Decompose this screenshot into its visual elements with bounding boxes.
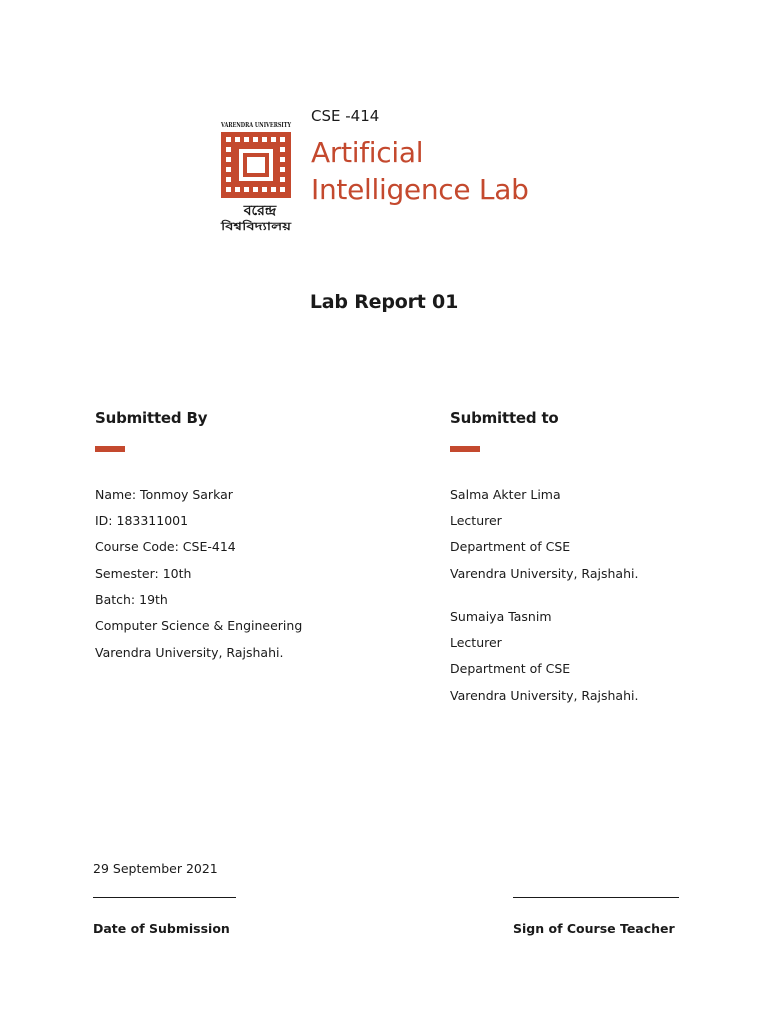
submitted-to-accent-bar [450,446,480,452]
student-course-code: Course Code: CSE-414 [95,539,236,554]
student-department: Computer Science & Engineering [95,618,303,633]
teacher-2-university: Varendra University, Rajshahi. [450,688,639,703]
teacher-1-name: Salma Akter Lima [450,487,561,502]
date-signature-line [93,897,236,898]
sign-of-course-teacher-label: Sign of Course Teacher [513,921,675,936]
teacher-1-designation: Lecturer [450,513,502,528]
teacher-1-university: Varendra University, Rajshahi. [450,566,639,581]
student-university: Varendra University, Rajshahi. [95,645,284,660]
logo-bangla-line1: বরেন্দ্র [243,203,277,219]
report-title: Lab Report 01 [309,291,459,313]
logo-top-text: VARENDRA UNIVERSITY [220,122,292,129]
submitted-to-heading: Submitted to [450,409,559,427]
logo-bangla-line2: বিশ্ববিদ্যালয় [221,220,273,233]
lab-title-line1: Artificial [311,136,424,169]
teacher-2-department: Department of CSE [450,661,571,676]
teacher-signature-line [513,897,679,898]
university-logo [220,120,292,232]
lab-title [311,134,529,208]
teacher-2-name: Sumaiya Tasnim [450,609,552,624]
submission-date: 29 September 2021 [93,861,218,876]
submitted-by-heading: Submitted By [95,409,208,427]
student-batch: Batch: 19th [95,592,168,607]
teacher-2-designation: Lecturer [450,635,502,650]
teacher-1-department: Department of CSE [450,539,571,554]
student-id: ID: 183311001 [95,513,189,528]
submitted-by-accent-bar [95,446,125,452]
student-name: Name: Tonmoy Sarkar [95,487,233,502]
lab-title-line2: Intelligence Lab [311,173,529,206]
student-semester: Semester: 10th [95,566,192,581]
course-code: CSE -414 [311,107,380,125]
date-of-submission-label: Date of Submission [93,921,230,936]
